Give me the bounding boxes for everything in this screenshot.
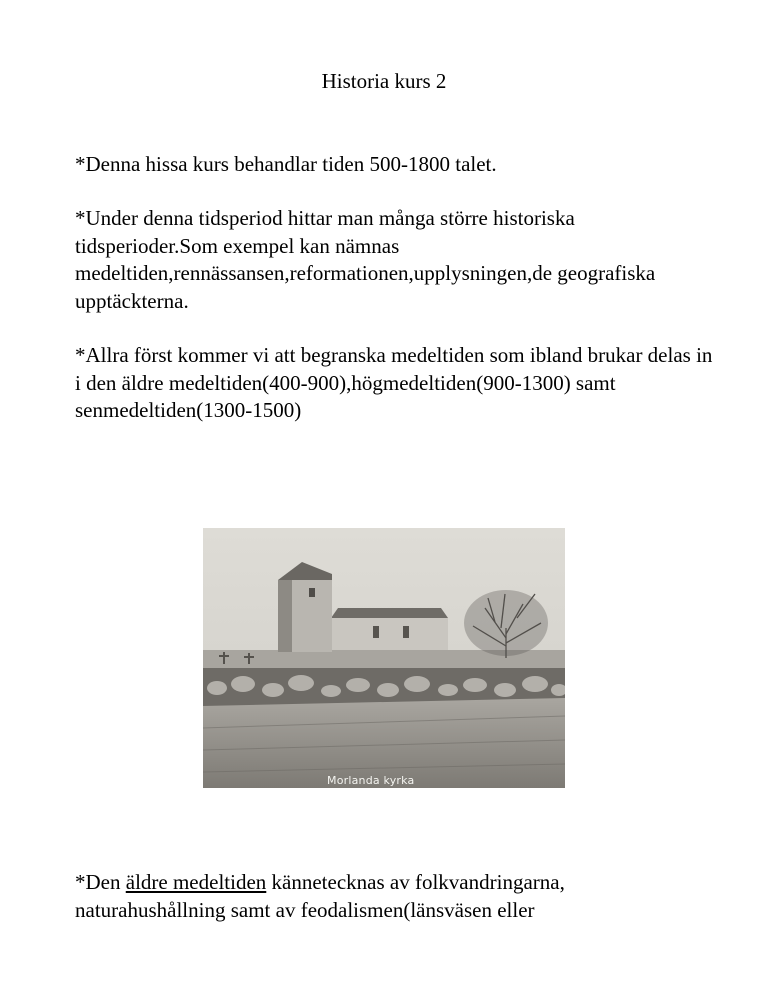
paragraph-early-middle-ages: [75, 869, 715, 924]
paragraph-course-scope: *Denna hissa kurs behandlar tiden 500-1800 talet.: [75, 152, 497, 176]
paragraph-periods: *Under denna tidsperiod hittar man många större historiska tidsperioder.Som exempel kan nämnas medeltiden,rennässansen,reformationen,upplysningen,de geografiska upptäckterna.: [75, 206, 656, 313]
link-aldre-medeltiden[interactable]: äldre medeltiden: [125, 870, 267, 894]
church-photo: [203, 528, 565, 788]
page-title: Historia kurs 2: [321, 69, 447, 93]
paragraph-middle-ages: *Allra först kommer vi att begranska medeltiden som ibland brukar delas in i den äldre medeltiden(400-900),högmedeltiden(900-1300) samt senmedeltiden(1300-1500): [75, 343, 713, 422]
p4-text-start: *Den: [75, 870, 126, 894]
p4-text-end: kännetecknas av folkvandringarna, naturahushållning samt av feodalismen(länsväsen eller: [75, 870, 565, 922]
photo-caption: Morlanda kyrka: [327, 774, 415, 787]
